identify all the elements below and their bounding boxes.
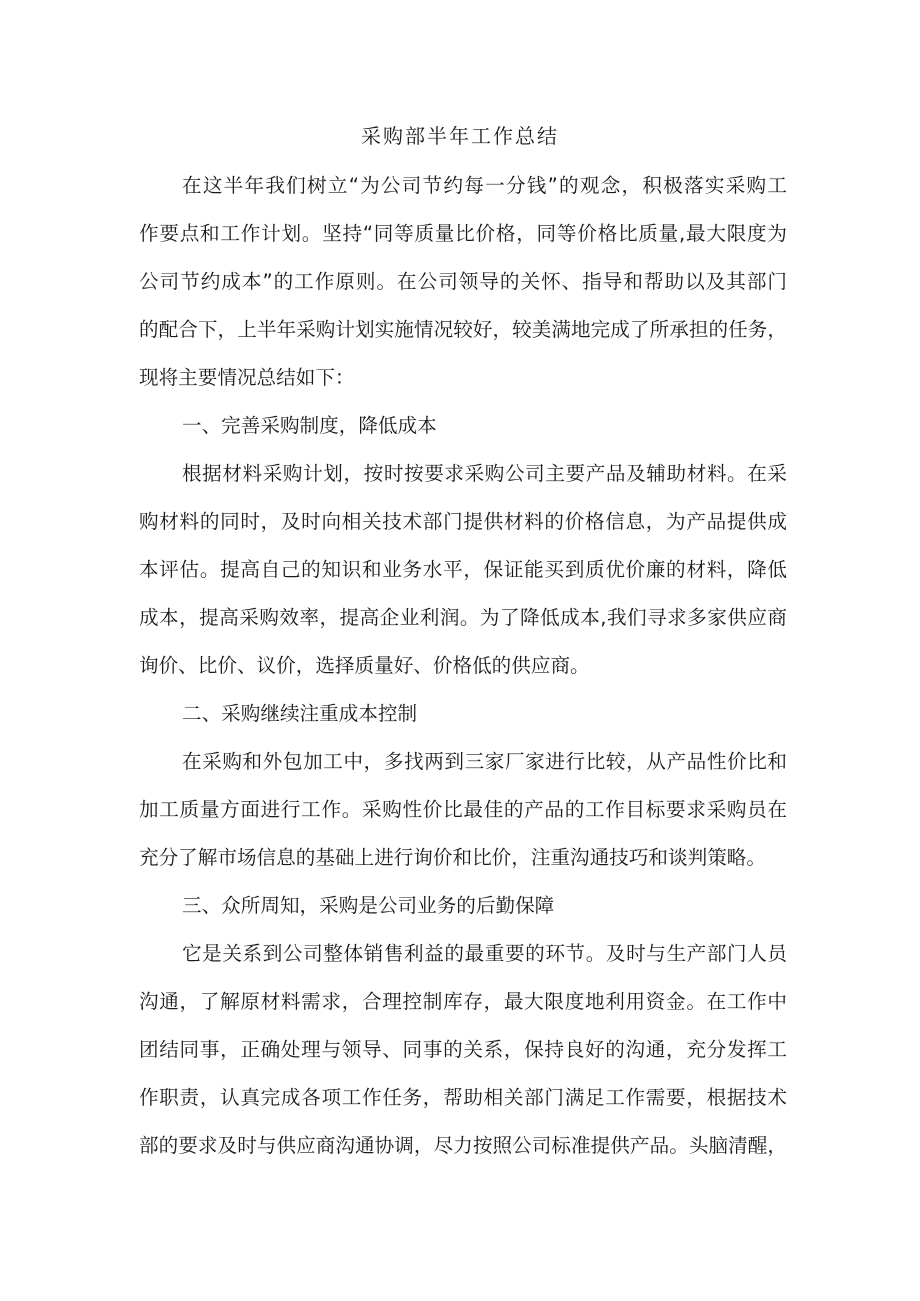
section-heading: 三、众所周知，采购是公司业务的后勤保障 [182, 894, 555, 917]
paragraph-line: 购材料的同时，及时向相关技术部门提供材料的价格信息，为产品提供成 [139, 510, 787, 533]
paragraph-line: 询价、比价、议价，选择质量好、价格低的供应商。 [139, 654, 590, 677]
paragraph-line: 在这半年我们树立“为公司节约每一分钱”的观念，积极落实采购工 [182, 174, 787, 197]
paragraph-line: 它是关系到公司整体销售利益的最重要的环节。及时与生产部门人员 [182, 942, 787, 965]
paragraph-line: 根据材料采购计划，按时按要求采购公司主要产品及辅助材料。在采 [182, 462, 787, 485]
paragraph-line: 的配合下，上半年采购计划实施情况较好，较美满地完成了所承担的任务， [139, 318, 787, 341]
paragraph-line: 作要点和工作计划。坚持“同等质量比价格，同等价格比质量,最大限度为 [139, 222, 787, 245]
paragraph-line: 充分了解市场信息的基础上进行询价和比价，注重沟通技巧和谈判策略。 [139, 846, 766, 869]
paragraph-line: 成本，提高采购效率，提高企业利润。为了降低成本,我们寻求多家供应商 [139, 606, 787, 629]
document-body [139, 162, 787, 1170]
paragraph-line: 部的要求及时与供应商沟通协调，尽力按照公司标准提供产品。头脑清醒， [139, 1134, 787, 1157]
paragraph-line: 在采购和外包加工中，多找两到三家厂家进行比较，从产品性价比和 [182, 750, 787, 773]
section-heading: 二、采购继续注重成本控制 [182, 702, 418, 725]
paragraph-line: 团结同事，正确处理与领导、同事的关系，保持良好的沟通，充分发挥工 [139, 1038, 787, 1061]
paragraph-line: 加工质量方面进行工作。采购性价比最佳的产品的工作目标要求采购员在 [139, 798, 787, 821]
section-heading: 一、完善采购制度，降低成本 [182, 414, 437, 437]
paragraph-line: 公司节约成本”的工作原则。在公司领导的关怀、指导和帮助以及其部门 [139, 270, 787, 293]
paragraph-line: 现将主要情况总结如下： [139, 366, 355, 389]
document-title: 采购部半年工作总结 [361, 124, 559, 148]
paragraph-line: 沟通，了解原材料需求，合理控制库存，最大限度地利用资金。在工作中 [139, 990, 787, 1013]
paragraph-line: 作职责，认真完成各项工作任务，帮助相关部门满足工作需要，根据技术 [139, 1086, 787, 1109]
paragraph-line: 本评估。提高自己的知识和业务水平，保证能买到质优价廉的材料，降低 [139, 558, 787, 581]
